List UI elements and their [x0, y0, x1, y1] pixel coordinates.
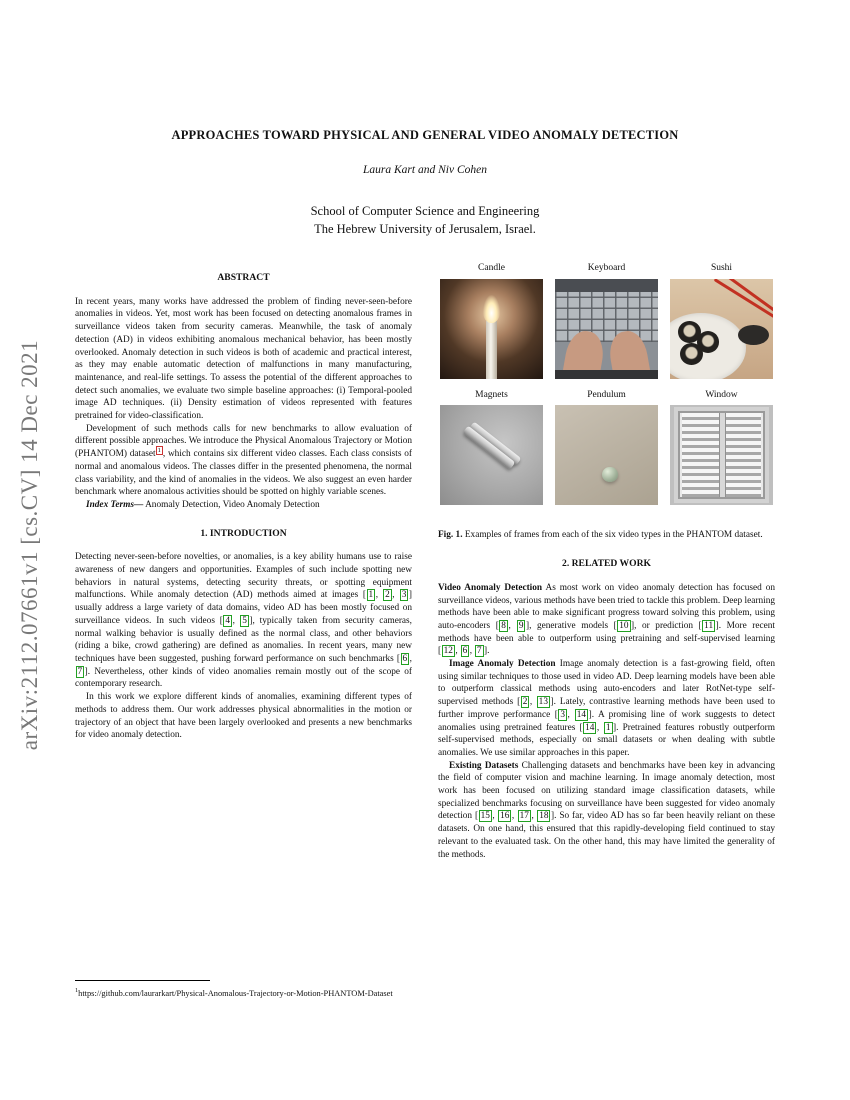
candle-flame-shape — [483, 295, 499, 323]
paragraph-lead: Existing Datasets — [449, 760, 519, 771]
introduction-heading: 1. INTRODUCTION — [200, 527, 287, 539]
figure-label-sushi: Sushi — [710, 263, 733, 273]
citation-ref[interactable]: 4 — [225, 615, 231, 626]
citation-ref[interactable]: 14 — [585, 722, 595, 733]
footnote-url-link[interactable]: https://github.com/laurarkart/Physical-Anomalous-Trajectory-or-Motion-PHANTOM-Dataset — [78, 988, 393, 998]
citation-ref[interactable]: 18 — [539, 811, 549, 822]
figure-1-grid — [438, 262, 775, 505]
paragraph-text: Image anomaly detection is a fast-growing field, often using similar techniques to those used in video AD. Deep learning models have been able to outperform classical methods using auto-encoders and later RotNet-type self-supervised methods [ 2 , 13 ]. Lately, contrastive learning methods have been used to further improve performance [ 3 , 14 ]. A promising line of work suggests to detect anomalies using pretrained features [ 14 , 1 ]. Pretrained features robustly outperform self-supervised methods, especially on small datasets or when dealing with subtle anomalies. We use similar approaches in this paper. — [438, 659, 775, 758]
figure-cell-magnets — [440, 389, 543, 506]
footnote — [75, 980, 412, 999]
citation-ref[interactable]: 2 — [522, 697, 528, 708]
related-work-paragraph-1 — [438, 582, 775, 658]
abstract-paragraph-2 — [75, 423, 412, 499]
figure-cell-pendulum — [555, 389, 658, 506]
citation-ref[interactable]: 17 — [519, 811, 529, 822]
figure-cell-sushi — [670, 262, 773, 379]
arxiv-watermark: arXiv:2112.07661v1 [cs.CV] 14 Dec 2021 — [17, 339, 42, 751]
footnote-rule — [75, 980, 210, 981]
figure-label-magnets: Magnets — [475, 389, 508, 400]
citation-ref[interactable]: 16 — [500, 811, 510, 822]
index-terms — [75, 499, 412, 512]
candle-image — [440, 279, 543, 379]
figure-cell-keyboard — [555, 262, 658, 379]
citation-ref[interactable]: 12 — [443, 646, 453, 657]
citation-ref[interactable]: 5 — [242, 615, 247, 626]
paper-title: APPROACHES TOWARD PHYSICAL AND GENERAL VIDEO ANOMALY DETECTION — [171, 128, 679, 142]
figure-cell-window — [670, 389, 773, 506]
citation-ref[interactable]: 8 — [501, 620, 506, 631]
figure-caption-label: Fig. 1. — [438, 530, 463, 541]
candle-stick-shape — [486, 321, 496, 379]
figure-1-caption — [438, 529, 775, 542]
footnote-number: 1 — [75, 987, 79, 994]
left-column — [75, 272, 412, 742]
citation-ref[interactable]: 2 — [385, 590, 390, 601]
figure-label-keyboard: Keyboard — [587, 263, 626, 273]
magnets-image — [440, 405, 543, 505]
citation-ref[interactable]: 1 — [368, 590, 374, 601]
citation-ref[interactable]: 7 — [77, 666, 83, 677]
figure-label-pendulum: Pendulum — [587, 389, 626, 400]
right-column — [438, 262, 775, 861]
figure-caption-text: Examples of frames from each of the six video types in the PHANTOM dataset. — [462, 530, 763, 541]
abstract-paragraph-2-post: , which contains six different video classes. Each class consists of normal and anomalous videos. The classes differ in the presented phenomena, the normal class variability, and the kind of anomalies in the videos. We also suggest an even harder benchmark where anomalous activities should be spotted on highly variable scenes. — [75, 449, 412, 498]
citation-ref[interactable]: 7 — [476, 646, 482, 657]
citation-ref[interactable]: 6 — [462, 646, 468, 657]
citation-ref[interactable]: 6 — [402, 653, 408, 664]
figure-label-window: Window — [705, 389, 738, 400]
footnote-marker[interactable]: 1 — [157, 447, 161, 455]
citation-ref[interactable]: 1 — [605, 722, 611, 733]
footnote-text — [75, 985, 412, 999]
abstract-heading: ABSTRACT — [217, 272, 270, 283]
pendulum-image — [555, 405, 658, 505]
figure-cell-candle — [440, 262, 543, 379]
window-image — [670, 405, 773, 505]
paragraph-lead: Image Anomaly Detection — [449, 659, 556, 670]
citation-ref[interactable]: 9 — [518, 620, 524, 631]
chopstick-shape — [714, 279, 773, 319]
citation-ref[interactable]: 11 — [704, 620, 714, 631]
citation-ref[interactable]: 10 — [619, 620, 629, 631]
pendulum-ball-shape — [602, 467, 617, 482]
citation-ref[interactable]: 3 — [401, 590, 407, 601]
citation-ref[interactable]: 3 — [560, 709, 565, 720]
affiliation-line-2: The Hebrew University of Jerusalem, Israel. — [314, 222, 536, 236]
index-terms-label: Index Terms— — [86, 499, 144, 510]
paper-affiliation — [75, 202, 775, 238]
related-work-heading: 2. RELATED WORK — [562, 558, 651, 570]
abstract-paragraph-2-pre: Development of such methods calls for new benchmarks to allow evaluation of different possible approaches. We introduce the Physical Anomalous Trajectory or Motion (PHANTOM) dataset — [75, 423, 412, 460]
keyboard-image — [555, 279, 658, 379]
related-work-paragraph-3 — [438, 760, 775, 862]
paragraph-lead: Video Anomaly Detection — [438, 582, 543, 593]
paragraph-text: As most work on video anomaly detection has focused on surveillance videos, various methods have been tried to tackle this problem. Deep learning methods have been able to make significant progress toward solving this problem, using auto-encoders [ 8 , 9 ], generative models [ 10 ], or prediction [ 11 ]. More recent methods have been able to outperform using pretraining and self-supervised learning [ 12 , 6 , 7 ]. — [438, 582, 775, 657]
citation-ref[interactable]: 15 — [480, 811, 490, 822]
abstract-paragraph-1: In recent years, many works have addressed the problem of finding never-seen-before anomalies in videos. Yet, most work has been focused on detecting anomalous frames in surveillance videos taken from security cameras. Meanwhile, the task of anomaly detection (AD) in videos exhibiting anomalous mechanical behavior, has been mostly overlooked. Anomaly detection in such videos is both of academic and practical interest, as they may enable automatic detection of malfunctions in many manufacturing, maintenance, and real-life settings. To assess the potential of the different approaches to detect such anomalies, we evaluate two simple baseline approaches: (i) Temporal-pooled image AD techniques. (ii) Density estimation of videos represented with features pretrained for video-classification. — [75, 296, 412, 422]
sushi-image — [670, 279, 773, 379]
figure-label-candle: Candle — [478, 263, 505, 273]
related-work-paragraph-2 — [438, 658, 775, 760]
affiliation-line-1: School of Computer Science and Engineering — [310, 204, 540, 218]
citation-ref[interactable]: 13 — [538, 697, 548, 708]
citation-ref[interactable]: 14 — [576, 709, 587, 720]
paragraph-text: Challenging datasets and benchmarks have been key in advancing the field of computer vision and machine learning. In image anomaly detection, most work has been focused on utilizing standard image classification datasets, while specialized benchmarks focusing on surveillance have been suggested for video anomaly detection [ 15 , 16 , 17 , 18 ]. So far, video AD has so far been heavily reliant on these datasets. On one hand, this ensured that this rapidly-developing field continued to stay relevant to the evaluated task. On the other hand, this may have limited the generality of the methods. — [438, 760, 776, 860]
introduction-paragraph-2: In this work we explore different kinds of anomalies, examining different types of methods to address them. Our work addresses physical abnormalities in the motion or trajectory of an object that have been largely overlooked and presents a new benchmarks for video anomaly detection. — [75, 692, 412, 741]
paper-authors: Laura Kart and Niv Cohen — [363, 164, 487, 176]
introduction-paragraph-1: Detecting never-seen-before novelties, or anomalies, is a key ability humans use to raise awareness of new dangers and opportunities. Examples of such include spotting new behaviors in natural systems, detecting security threats, or spotting equipment malfunctions. While anomaly detection (AD) methods aimed at images [ 1 , 2 , 3 ] usually address a large variety of data domains, video AD has been mostly focused on surveillance videos. In such videos [ 4 , 5 ], typically taken from security cameras, normal walking behavior is usually defined as the normal class, and other behaviors (riding a bike, crowd gathering) are defined as anomalies. In recent years, many new techniques have been suggested, pushing forward performance on such benchmarks [ 6 , 7 ]. Nevertheless, other kinds of video anomalies remain mostly out of the scope of contemporary research. — [75, 552, 413, 690]
index-terms-text: Anomaly Detection, Video Anomaly Detection — [143, 499, 320, 510]
